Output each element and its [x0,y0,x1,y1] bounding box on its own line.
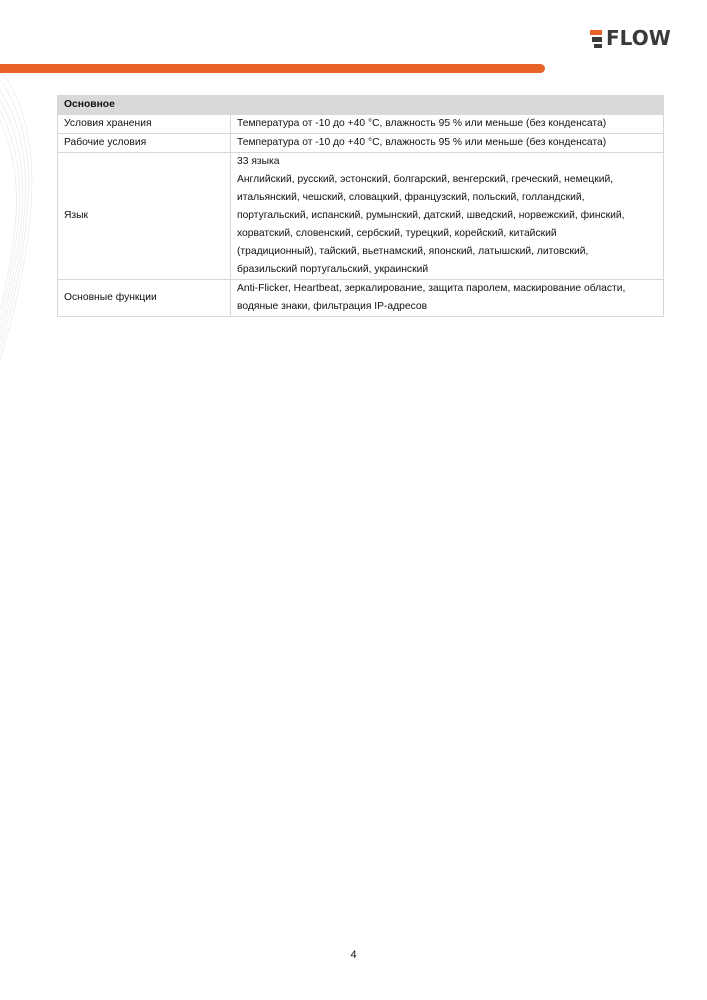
logo-bar [592,37,602,42]
value-line: хорватский, словенский, сербский, турецкий, корейский, китайский [237,228,557,239]
section-title-value [231,96,664,115]
section-title: Основное [58,96,231,115]
value-line: водяные знаки, фильтрация IP-адресов [237,301,428,312]
value-line: Английский, русский, эстонский, болгарский, венгерский, греческий, немецкий, [237,174,614,185]
row-label: Условия хранения [58,115,231,134]
logo-text: FLOW [606,26,671,50]
page-number: 4 [350,949,357,961]
row-label: Основные функции [58,280,231,317]
value-line: итальянский, чешский, словацкий, французский, польский, голландский, [237,192,585,203]
table-row [58,153,664,280]
value-line: Anti-Flicker, Heartbeat, зеркалирование, защита паролем, маскирование области, [237,283,626,294]
brand-logo [590,28,674,52]
value-line: бразильский португальский, украинский [237,264,429,275]
row-label: Рабочие условия [58,134,231,153]
spec-table [57,95,664,317]
row-value [231,153,664,280]
row-label: Язык [58,153,231,280]
value-line: (традиционный), тайский, вьетнамский, японский, латышский, литовский, [237,246,589,257]
logo-accent-bar [590,30,602,35]
value-line: 33 языка [237,156,280,167]
table-row [58,134,664,153]
header-accent-bar [0,64,545,73]
logo-bar [594,44,602,48]
table-row [58,115,664,134]
row-value: Температура от -10 до +40 °C, влажность 95 % или меньше (без конденсата) [231,115,664,134]
row-value: Температура от -10 до +40 °C, влажность 95 % или меньше (без конденсата) [231,134,664,153]
value-line: португальский, испанский, румынский, датский, шведский, норвежский, финский, [237,210,625,221]
table-header-row [58,96,664,115]
table-row [58,280,664,317]
row-value [231,280,664,317]
decorative-waves [0,60,60,380]
